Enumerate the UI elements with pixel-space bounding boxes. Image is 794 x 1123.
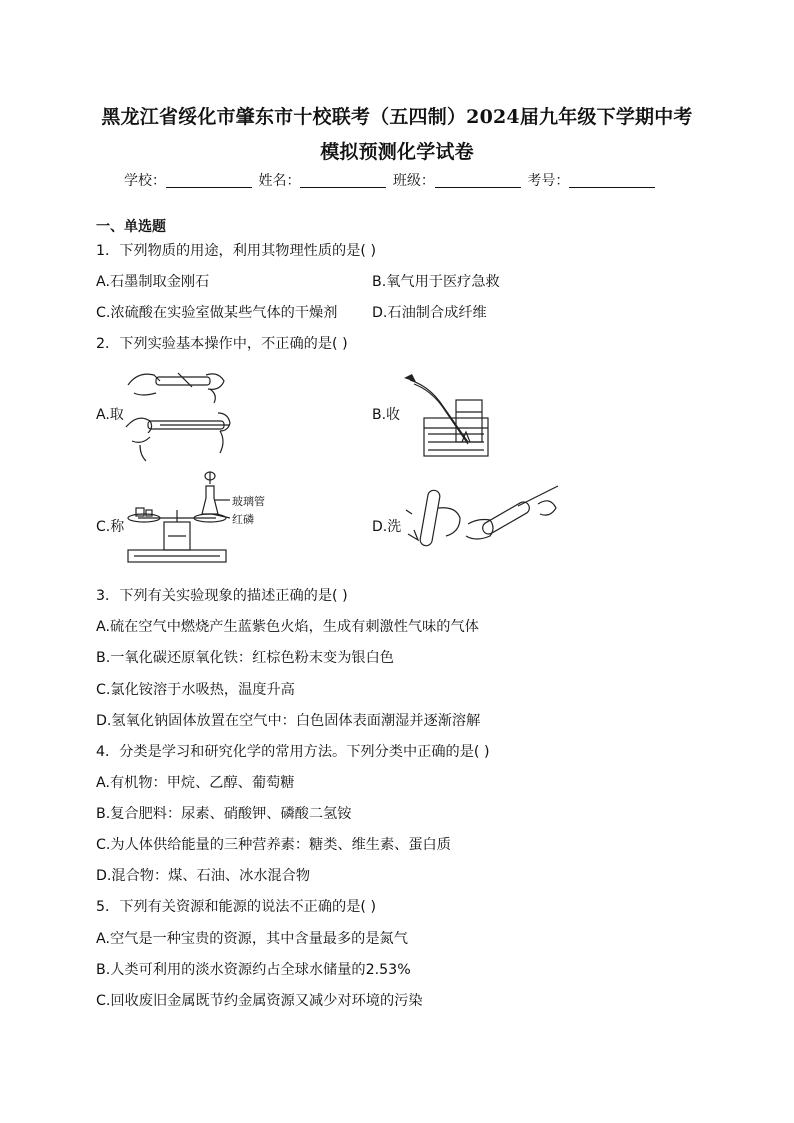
q5-option-a: A.空气是一种宝贵的资源，其中含量最多的是氮气 [96, 931, 408, 947]
section-heading: 一、单选题 [96, 219, 166, 235]
q2-figure-a [120, 365, 240, 465]
student-info-row [124, 170, 657, 190]
q1-option-b: B.氧气用于医疗急救 [372, 274, 500, 290]
number-label: 考号： [527, 173, 570, 189]
q4-option-b: B.复合肥料：尿素、硝酸钾、磷酸二氢铵 [96, 806, 352, 822]
q4-option-c: C.为人体供给能量的三种营养素：糖类、维生素、蛋白质 [96, 837, 451, 853]
question-5-stem: 5．下列有关资源和能源的说法不正确的是( ) [96, 899, 376, 915]
q2-figure-d [398, 484, 568, 564]
q5-option-b: B.人类可利用的淡水资源约占全球水储量的2.53% [96, 962, 411, 978]
question-2-stem: 2．下列实验基本操作中，不正确的是( ) [96, 336, 348, 352]
q2-option-d: D.洗 [372, 519, 402, 535]
q4-option-a: A.有机物：甲烷、乙醇、葡萄糖 [96, 775, 295, 791]
q1-option-c: C.浓硫酸在实验室做某些气体的干燥剂 [96, 305, 338, 321]
school-label: 学校： [124, 173, 166, 189]
question-4-stem: 4．分类是学习和研究化学的常用方法。下列分类中正确的是( ) [96, 744, 490, 760]
q3-option-d: D.氢氧化钠固体放置在空气中：白色固体表面潮湿并逐渐溶解 [96, 713, 481, 729]
q3-option-a: A.硫在空气中燃烧产生蓝紫色火焰，生成有刺激性气味的气体 [96, 619, 479, 635]
exam-title-line2: 模拟预测化学试卷 [320, 141, 474, 163]
school-field[interactable] [166, 173, 252, 188]
q2-figure-b [398, 372, 498, 462]
q2-option-a: A.取 [96, 407, 124, 423]
question-1-stem: 1．下列物质的用途，利用其物理性质的是( ) [96, 243, 376, 259]
q2-label-glass-tube: 玻璃管 [232, 495, 265, 508]
q2-option-c: C.称 [96, 519, 125, 535]
q2-label-red-phosphorus: 红磷 [232, 513, 254, 526]
q5-option-c: C.回收废旧金属既节约金属资源又减少对环境的污染 [96, 993, 423, 1009]
name-label: 姓名： [258, 173, 301, 189]
q2-option-b: B.收 [372, 407, 401, 423]
q1-option-a: A.石墨制取金刚石 [96, 274, 210, 290]
number-field[interactable] [569, 173, 655, 188]
q2-figure-c [124, 470, 284, 570]
exam-title-line1: 黑龙江省绥化市肇东市十校联考（五四制）2024届九年级下学期中考 [101, 106, 693, 128]
question-3-stem: 3．下列有关实验现象的描述正确的是( ) [96, 588, 348, 604]
q1-option-d: D.石油制合成纤维 [372, 305, 487, 321]
q3-option-c: C.氯化铵溶于水吸热，温度升高 [96, 682, 295, 698]
q3-option-b: B.一氧化碳还原氧化铁：红棕色粉末变为银白色 [96, 650, 394, 666]
class-label: 班级： [392, 173, 435, 189]
name-field[interactable] [300, 173, 386, 188]
class-field[interactable] [435, 173, 521, 188]
q4-option-d: D.混合物：煤、石油、冰水混合物 [96, 868, 311, 884]
